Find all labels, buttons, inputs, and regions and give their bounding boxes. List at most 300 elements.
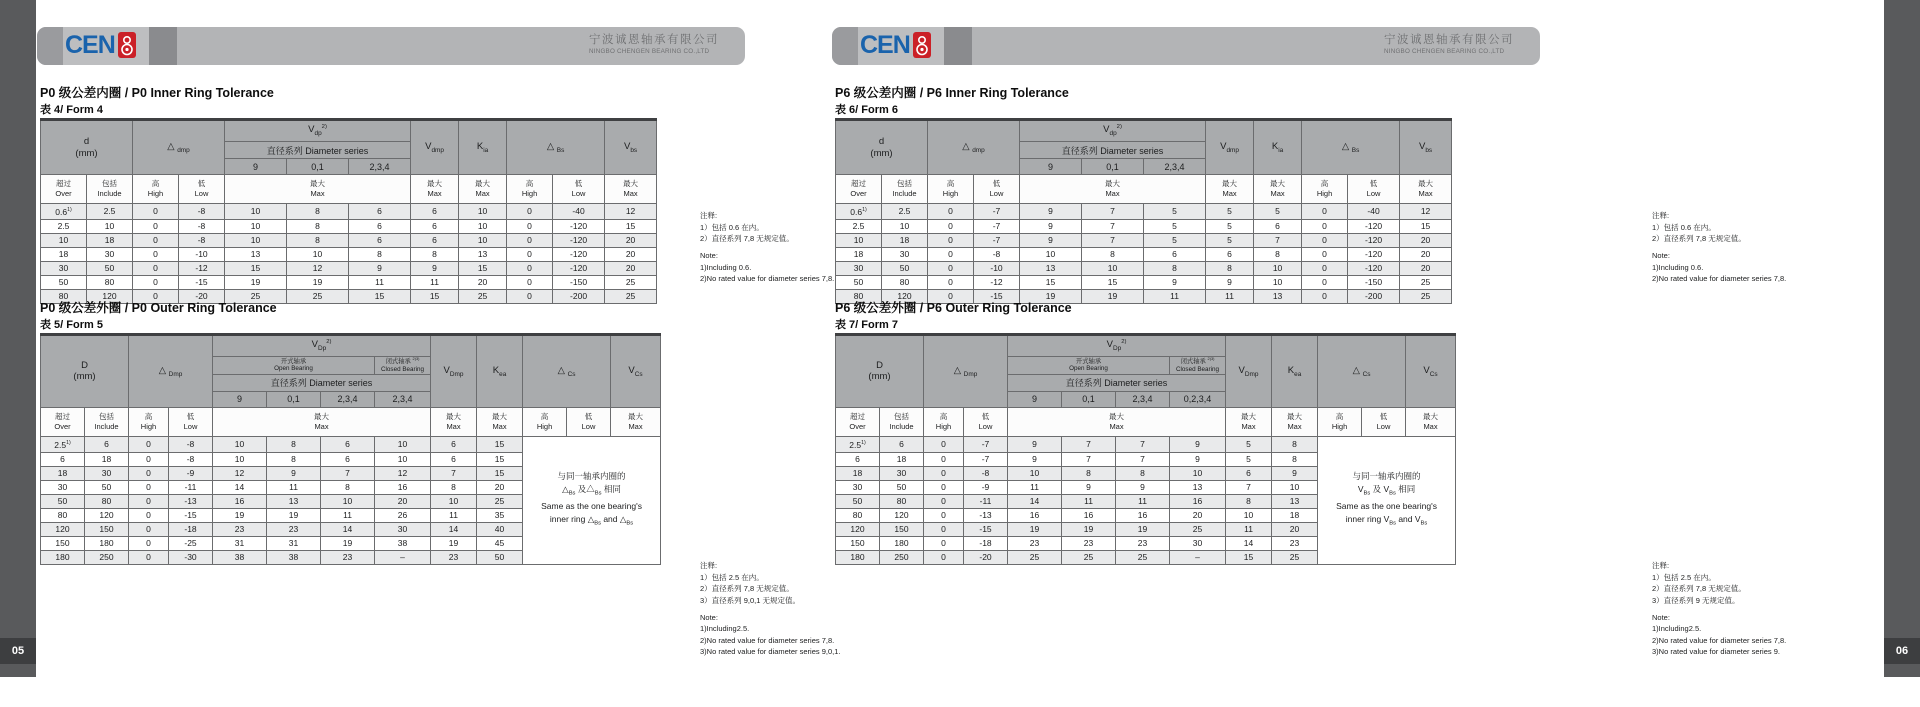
value-cell: -13: [169, 494, 213, 508]
value-cell: 15: [1226, 550, 1272, 564]
outer-ring-tolerance-table-wrap: [40, 333, 661, 565]
tolerance-table: [40, 118, 657, 304]
value-cell: 80: [880, 494, 924, 508]
value-cell: 0: [1302, 275, 1348, 289]
value-cell: -30: [169, 550, 213, 564]
tolerance-table: [835, 118, 1452, 304]
value-cell: 20: [1272, 522, 1318, 536]
value-cell: 8: [1116, 466, 1170, 480]
value-cell: -7: [974, 219, 1020, 233]
notes-block: [1652, 210, 1847, 285]
value-cell: 20: [605, 247, 657, 261]
value-cell: 11: [1116, 494, 1170, 508]
value-cell: 0: [133, 233, 179, 247]
brand-banner: [37, 27, 745, 65]
value-cell: 0: [928, 204, 974, 220]
value-cell: -18: [169, 522, 213, 536]
header-cell: 包括 Include: [85, 407, 129, 436]
value-cell: 120: [87, 289, 133, 303]
value-cell: 0: [133, 261, 179, 275]
value-cell: 20: [1400, 233, 1452, 247]
value-cell: 250: [880, 550, 924, 564]
value-cell: 150: [836, 536, 880, 550]
cen-logo-text: CEN: [65, 31, 115, 59]
value-cell: 50: [41, 275, 87, 289]
value-cell: -8: [169, 436, 213, 452]
value-cell: 31: [267, 536, 321, 550]
value-cell: 45: [477, 536, 523, 550]
value-cell: -7: [964, 452, 1008, 466]
value-cell: 0: [507, 233, 553, 247]
value-cell: 50: [880, 480, 924, 494]
tolerance-table: [40, 333, 661, 565]
value-cell: 9: [1272, 466, 1318, 480]
value-cell: 0: [1302, 261, 1348, 275]
header-cell: △ $_{Cs}$: [1318, 335, 1406, 408]
note-line: 2)No rated value for diameter series 7,8.: [700, 635, 835, 645]
value-cell: 9: [1062, 480, 1116, 494]
form-label: 表 7/ Form 7: [835, 319, 898, 331]
value-cell: 25: [1116, 550, 1170, 564]
value-cell: -11: [964, 494, 1008, 508]
header-cell: $V_{dmp}$: [1206, 120, 1254, 175]
note-line: 3)No rated value for diameter series 9,0,1.: [700, 647, 841, 657]
value-cell: 20: [605, 261, 657, 275]
value-cell: 5: [1144, 233, 1206, 247]
value-cell: -8: [179, 204, 225, 220]
value-cell: -120: [1348, 219, 1400, 233]
value-cell: 15: [225, 261, 287, 275]
value-cell: 11: [1144, 289, 1206, 303]
note-line: 2)No rated value for diameter series 7,8.: [700, 274, 835, 284]
header-cell: 最大 Max: [1020, 175, 1206, 204]
value-cell: 19: [431, 536, 477, 550]
value-cell: 30: [836, 480, 880, 494]
value-cell: –: [375, 550, 431, 564]
form-label: 表 5/ Form 5: [40, 319, 103, 331]
value-cell: 19: [287, 275, 349, 289]
header-cell: $K_{ea}$: [477, 335, 523, 408]
value-cell: -12: [974, 275, 1020, 289]
value-cell: 10: [87, 219, 133, 233]
value-cell: 9: [1116, 480, 1170, 494]
value-cell: 25: [1272, 550, 1318, 564]
value-cell: 13: [1272, 494, 1318, 508]
value-cell: 10: [882, 219, 928, 233]
value-cell: 10: [1008, 466, 1062, 480]
value-cell: 0: [924, 522, 964, 536]
value-cell: 50: [477, 550, 523, 564]
header-cell: 2,3,4: [1144, 159, 1206, 175]
value-cell: 14: [1008, 494, 1062, 508]
value-cell: 8: [267, 436, 321, 452]
value-cell: 13: [459, 247, 507, 261]
header-cell: $V_{bs}$: [605, 120, 657, 175]
note-line: 1)Including2.5.: [1652, 624, 1702, 634]
header-cell: 超过 Over: [836, 175, 882, 204]
value-cell: 80: [41, 508, 85, 522]
value-cell: 6: [1206, 247, 1254, 261]
header-cell: 高 High: [133, 175, 179, 204]
value-cell: 7: [1254, 233, 1302, 247]
value-cell: 19: [1062, 522, 1116, 536]
same-as-inner-ring-note: 与同一轴承内圈的 $V_{Bs}$ 及 $V_{Bs}$ 相同 Same as the one bearing's inner ring $V_{Bs}$ and $V_{Bs}$: [1318, 436, 1456, 564]
value-cell: 11: [1226, 522, 1272, 536]
cen-logo-text: CEN: [860, 31, 910, 59]
value-cell: 25: [1400, 275, 1452, 289]
value-cell: 23: [1062, 536, 1116, 550]
value-cell: 8: [287, 219, 349, 233]
value-cell: 0: [1302, 219, 1348, 233]
value-cell: 8: [411, 247, 459, 261]
header-cell: 包括 Include: [882, 175, 928, 204]
header-cell: 2,3,4: [375, 391, 431, 407]
note-line: 1）包括 2.5 在内。: [700, 572, 764, 582]
value-cell: 5: [1206, 219, 1254, 233]
header-cell: 最大 Max: [1206, 175, 1254, 204]
value-cell: 7: [1082, 219, 1144, 233]
banner-segment: [149, 27, 177, 65]
header-cell: 超过 Over: [41, 407, 85, 436]
value-cell: 12: [1400, 204, 1452, 220]
header-cell: 9: [225, 159, 287, 175]
value-cell: 0: [129, 480, 169, 494]
value-cell: 0: [133, 247, 179, 261]
table-row: [836, 261, 1452, 275]
value-cell: 6: [1254, 219, 1302, 233]
value-cell: 25: [225, 289, 287, 303]
value-cell: 50: [836, 494, 880, 508]
value-cell: -40: [553, 204, 605, 220]
value-cell: 8: [1254, 247, 1302, 261]
value-cell: 15: [1082, 275, 1144, 289]
value-cell: 16: [1116, 508, 1170, 522]
value-cell: 23: [267, 522, 321, 536]
value-cell: 0: [507, 247, 553, 261]
header-cell: 闭式轴承 $^{2)3)}$ Closed Bearing: [375, 357, 431, 375]
company-name: [589, 33, 719, 56]
value-cell: 12: [375, 466, 431, 480]
value-cell: 8: [267, 452, 321, 466]
note-line: 2）直径系列 7,8 无规定值。: [700, 584, 794, 594]
header-cell: 2,3,4: [349, 159, 411, 175]
value-cell: 0.6$^{1)}$: [41, 204, 87, 220]
value-cell: 25: [287, 289, 349, 303]
note-line: 注释:: [1652, 211, 1670, 220]
right-margin-band: [1884, 0, 1920, 677]
value-cell: 11: [1062, 494, 1116, 508]
value-cell: 25: [1008, 550, 1062, 564]
value-cell: 120: [882, 289, 928, 303]
value-cell: 50: [41, 494, 85, 508]
value-cell: 9: [1020, 219, 1082, 233]
value-cell: 0: [928, 289, 974, 303]
header-cell: 包括 Include: [880, 407, 924, 436]
header-cell: 最大 Max: [477, 407, 523, 436]
value-cell: -8: [964, 466, 1008, 480]
value-cell: 8: [1144, 261, 1206, 275]
value-cell: -150: [553, 275, 605, 289]
value-cell: 5: [1226, 452, 1272, 466]
value-cell: 0: [507, 219, 553, 233]
value-cell: 80: [882, 275, 928, 289]
header-cell: $V_{Dmp}$: [1226, 335, 1272, 408]
value-cell: 5: [1206, 233, 1254, 247]
table-row: [836, 275, 1452, 289]
value-cell: 0: [928, 275, 974, 289]
value-cell: 8: [1082, 247, 1144, 261]
notes-block: [700, 560, 895, 658]
header-cell: $K_{ia}$: [1254, 120, 1302, 175]
value-cell: -120: [553, 261, 605, 275]
value-cell: 5: [1144, 219, 1206, 233]
section-title: P6 级公差外圈 / P6 Outer Ring Tolerance: [835, 301, 1072, 315]
value-cell: 19: [1020, 289, 1082, 303]
value-cell: 0: [129, 522, 169, 536]
value-cell: 38: [267, 550, 321, 564]
note-line: 注释:: [700, 561, 718, 570]
value-cell: 35: [477, 508, 523, 522]
banner-segment: [832, 27, 858, 65]
value-cell: 30: [41, 480, 85, 494]
value-cell: 0: [507, 275, 553, 289]
header-cell: 9: [1020, 159, 1082, 175]
value-cell: 0: [924, 480, 964, 494]
header-cell: $K_{ea}$: [1272, 335, 1318, 408]
table-row: [41, 219, 657, 233]
header-cell: 低 Low: [1362, 407, 1406, 436]
value-cell: 19: [1082, 289, 1144, 303]
header-cell: 低 Low: [567, 407, 611, 436]
header-cell: 高 High: [507, 175, 553, 204]
table-row: [836, 204, 1452, 220]
value-cell: 20: [605, 233, 657, 247]
value-cell: 11: [1008, 480, 1062, 494]
header-cell: 最大 Max: [1400, 175, 1452, 204]
header-cell: 低 Low: [974, 175, 1020, 204]
value-cell: 10: [459, 204, 507, 220]
value-cell: 0: [924, 494, 964, 508]
value-cell: 0: [924, 452, 964, 466]
value-cell: 31: [213, 536, 267, 550]
banner-segment: [37, 27, 63, 65]
value-cell: -120: [553, 247, 605, 261]
value-cell: 15: [1020, 275, 1082, 289]
value-cell: -120: [1348, 247, 1400, 261]
header-cell: 最大 Max: [459, 175, 507, 204]
value-cell: -120: [1348, 233, 1400, 247]
form-label: 表 6/ Form 6: [835, 104, 898, 116]
note-line: 2)No rated value for diameter series 7,8.: [1652, 635, 1787, 645]
header-cell: △ $_{Dmp}$: [924, 335, 1008, 408]
note-line: Note:: [1652, 250, 1670, 260]
value-cell: 16: [375, 480, 431, 494]
value-cell: 7: [1226, 480, 1272, 494]
value-cell: 10: [375, 436, 431, 452]
header-cell: 最大 Max: [1272, 407, 1318, 436]
value-cell: 18: [880, 452, 924, 466]
value-cell: 7: [431, 466, 477, 480]
value-cell: 10: [213, 452, 267, 466]
inner-ring-tolerance-table-wrap: [835, 118, 1452, 304]
header-cell: △ $_{Bs}$: [1302, 120, 1400, 175]
header-cell: $V_{Dp}^{2)}$: [213, 335, 431, 357]
header-cell: 0,1: [1062, 391, 1116, 407]
value-cell: 150: [41, 536, 85, 550]
value-cell: -8: [169, 452, 213, 466]
value-cell: 7: [1062, 452, 1116, 466]
header-cell: D (mm): [836, 335, 924, 408]
value-cell: 6: [1226, 466, 1272, 480]
value-cell: 10: [459, 219, 507, 233]
value-cell: 20: [1400, 261, 1452, 275]
header-cell: $V_{Cs}$: [1406, 335, 1456, 408]
value-cell: 30: [1170, 536, 1226, 550]
value-cell: -40: [1348, 204, 1400, 220]
header-cell: 最大 Max: [1254, 175, 1302, 204]
header-cell: 高 High: [1302, 175, 1348, 204]
value-cell: 9: [1008, 436, 1062, 452]
value-cell: 0: [1302, 247, 1348, 261]
value-cell: 11: [411, 275, 459, 289]
value-cell: 0: [1302, 289, 1348, 303]
value-cell: 0: [924, 508, 964, 522]
value-cell: 38: [213, 550, 267, 564]
brand-banner: [832, 27, 1540, 65]
value-cell: 9: [1206, 275, 1254, 289]
value-cell: 16: [1008, 508, 1062, 522]
value-cell: 180: [836, 550, 880, 564]
value-cell: 18: [836, 466, 880, 480]
header-cell: d (mm): [836, 120, 928, 175]
notes-block: [1652, 560, 1847, 658]
table-row: [836, 247, 1452, 261]
value-cell: -120: [1348, 261, 1400, 275]
value-cell: 8: [1272, 436, 1318, 452]
header-cell: 最大 Max: [605, 175, 657, 204]
header-cell: 直径系列 Diameter series: [1020, 142, 1206, 159]
table-row: [41, 261, 657, 275]
same-as-inner-ring-note: 与同一轴承内圈的 $\triangle_{Bs}$ 及$\triangle_{Bs}$ 相同 Same as the one bearing's inner ring $\triangle_{Bs}$ and $\triangle_{Bs}$: [523, 436, 661, 564]
value-cell: 10: [321, 494, 375, 508]
header-cell: 直径系列 Diameter series: [225, 142, 411, 159]
value-cell: 8: [1062, 466, 1116, 480]
value-cell: 10: [287, 247, 349, 261]
value-cell: 30: [836, 261, 882, 275]
value-cell: 120: [880, 508, 924, 522]
header-cell: $V_{dmp}$: [411, 120, 459, 175]
value-cell: 2.5$^{1)}$: [41, 436, 85, 452]
value-cell: 10: [431, 494, 477, 508]
value-cell: 180: [880, 536, 924, 550]
value-cell: 6: [411, 219, 459, 233]
header-cell: 低 Low: [179, 175, 225, 204]
value-cell: 0: [129, 508, 169, 522]
value-cell: 18: [836, 247, 882, 261]
value-cell: 0: [928, 233, 974, 247]
note-line: 3）直径系列 9,0,1 无规定值。: [700, 595, 801, 605]
value-cell: 0: [133, 204, 179, 220]
value-cell: 0: [129, 494, 169, 508]
value-cell: 0: [133, 219, 179, 233]
header-cell: 最大 Max: [1008, 407, 1226, 436]
value-cell: 18: [882, 233, 928, 247]
header-cell: $K_{ia}$: [459, 120, 507, 175]
note-line: 2）直径系列 7,8 无规定值。: [700, 234, 794, 244]
header-cell: 最大 Max: [225, 175, 411, 204]
header-cell: $V_{dp}^{2)}$: [225, 120, 411, 142]
note-line: 1）包括 0.6 在内。: [700, 222, 764, 232]
note-line: Note:: [700, 250, 718, 260]
value-cell: 23: [1116, 536, 1170, 550]
value-cell: 50: [836, 275, 882, 289]
value-cell: -15: [964, 522, 1008, 536]
value-cell: 16: [1170, 494, 1226, 508]
form-label: 表 4/ Form 4: [40, 104, 103, 116]
header-cell: 9: [213, 391, 267, 407]
header-cell: 高 High: [129, 407, 169, 436]
page-number-left: 05: [0, 638, 36, 664]
value-cell: 0: [924, 550, 964, 564]
value-cell: 0: [129, 466, 169, 480]
value-cell: 6: [1144, 247, 1206, 261]
value-cell: -25: [169, 536, 213, 550]
value-cell: 18: [41, 466, 85, 480]
value-cell: 10: [1254, 275, 1302, 289]
value-cell: 0: [924, 436, 964, 452]
value-cell: 180: [85, 536, 129, 550]
value-cell: 0: [928, 219, 974, 233]
header-cell: 低 Low: [964, 407, 1008, 436]
company-name-cn: 宁波诚恩轴承有限公司: [589, 34, 719, 46]
value-cell: 6: [85, 436, 129, 452]
value-cell: 8: [287, 204, 349, 220]
value-cell: 0: [1302, 233, 1348, 247]
outer-ring-tolerance-table-wrap: [835, 333, 1456, 565]
header-cell: 高 High: [523, 407, 567, 436]
value-cell: -7: [974, 233, 1020, 247]
value-cell: 0.6$^{1)}$: [836, 204, 882, 220]
value-cell: 8: [287, 233, 349, 247]
value-cell: 0: [133, 275, 179, 289]
value-cell: 2.5: [836, 219, 882, 233]
table-row: [41, 247, 657, 261]
table-row: [836, 233, 1452, 247]
value-cell: 5: [1254, 204, 1302, 220]
value-cell: 50: [87, 261, 133, 275]
note-line: 1)Including2.5.: [700, 624, 750, 634]
header-cell: 最大 Max: [1406, 407, 1456, 436]
value-cell: 6: [411, 233, 459, 247]
value-cell: 2.5: [41, 219, 87, 233]
value-cell: -8: [179, 233, 225, 247]
value-cell: 40: [477, 522, 523, 536]
value-cell: 9: [1144, 275, 1206, 289]
value-cell: 30: [882, 247, 928, 261]
cen-logo: [65, 32, 136, 58]
value-cell: 250: [85, 550, 129, 564]
value-cell: 10: [1082, 261, 1144, 275]
header-cell: 低 Low: [169, 407, 213, 436]
value-cell: 14: [321, 522, 375, 536]
header-cell: 低 Low: [553, 175, 605, 204]
value-cell: 18: [87, 233, 133, 247]
note-line: 2)No rated value for diameter series 7,8.: [1652, 274, 1787, 284]
table-row: [836, 219, 1452, 233]
value-cell: 0: [928, 247, 974, 261]
value-cell: 7: [1082, 233, 1144, 247]
header-cell: 0,2,3,4: [1170, 391, 1226, 407]
